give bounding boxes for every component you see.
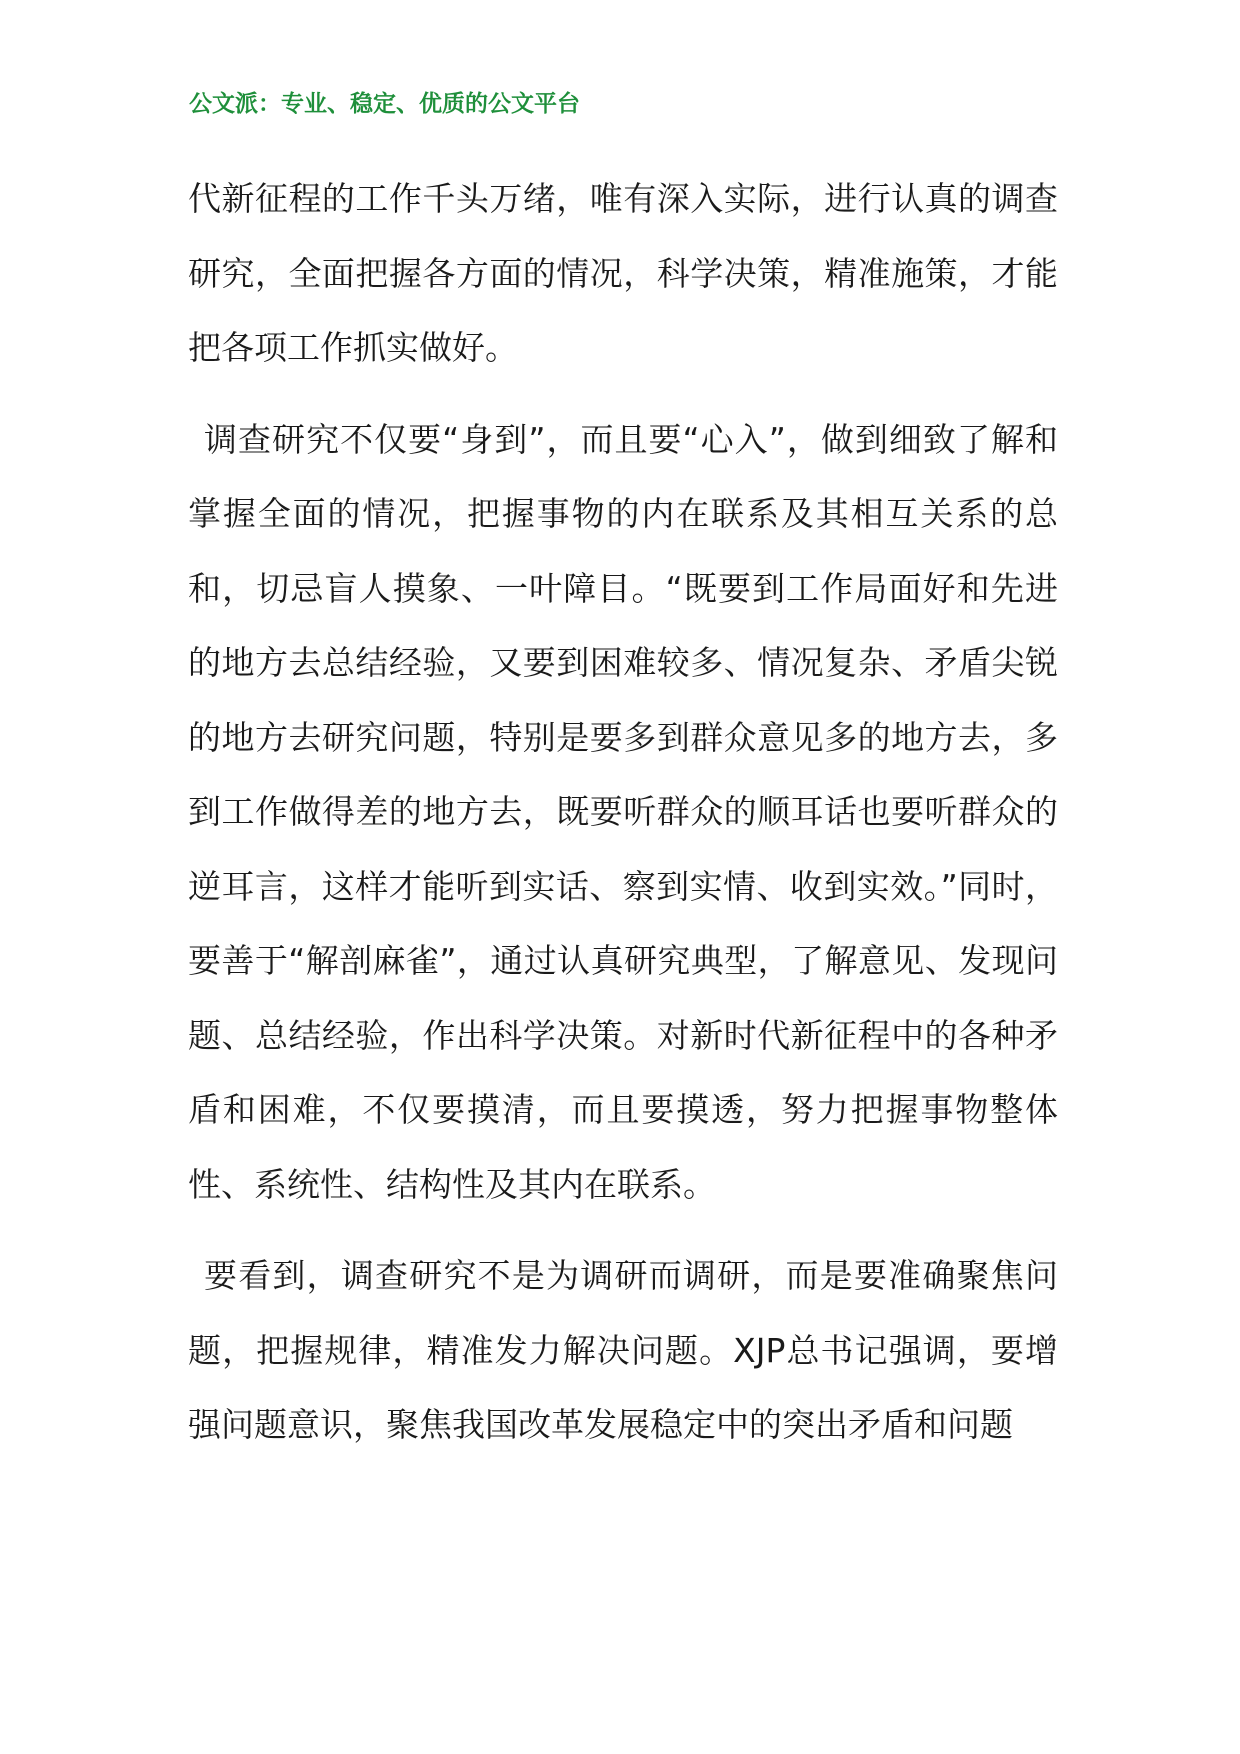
document-body [188, 162, 1058, 1463]
paragraph-gap [188, 1222, 1058, 1239]
paragraph-3: 要看到，调查研究不是为调研而调研，而是要准确聚焦问题，把握规律，精准发力解决问题。XJP总书记强调，要增强问题意识，聚焦我国改革发展稳定中的突出矛盾和问题 [188, 1256, 1058, 1444]
paragraph-gap [188, 386, 1058, 403]
paragraph-2: 调查研究不仅要“身到”，而且要“心入”，做到细致了解和掌握全面的情况，把握事物的内在联系及其相互关系的总和，切忌盲人摸象、一叶障目。“既要到工作局面好和先进的地方去总结经验，又要到困难较多、情况复杂、矛盾尖锐的地方去研究问题，特别是要多到群众意见多的地方去，多到工作做得差的地方去，既要听群众的顺耳话也要听群众的逆耳言，这样才能听到实话、察到实情、收到实效。”同时，要善于“解剖麻雀”，通过认真研究典型，了解意见、发现问题、总结经验，作出科学决策。对新时代新征程中的各种矛盾和困难，不仅要摸清，而且要摸透，努力把握事物整体性、系统性、结构性及其内在联系。 [188, 419, 1058, 1204]
document-header: 公文派：专业、稳定、优质的公文平台 [189, 91, 580, 117]
paragraph-1: 代新征程的工作千头万绪，唯有深入实际，进行认真的调查研究，全面把握各方面的情况，科学决策，精准施策，才能把各项工作抓实做好。 [188, 179, 1058, 367]
